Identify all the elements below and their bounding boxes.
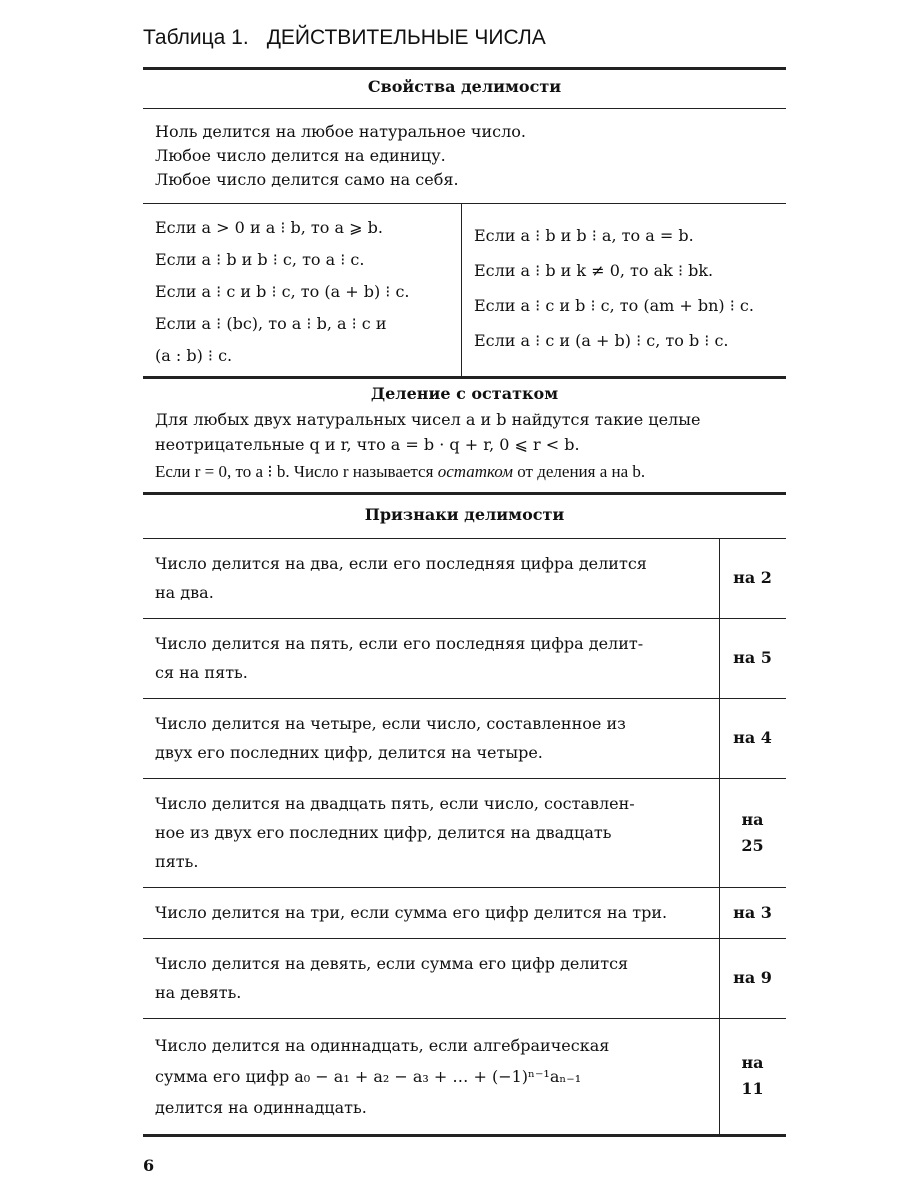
remainder-text xyxy=(155,407,700,484)
rule-label: на 2 xyxy=(733,568,772,587)
rule-formula: сумма его цифр a₀ − a₁ + a₂ − a₃ + … + (−1)ⁿ⁻¹aₙ₋₁ xyxy=(155,1066,582,1086)
properties-left-column xyxy=(155,212,410,372)
rule-under-properties-title xyxy=(143,108,786,109)
rule-text: Число делится на двадцать пять, если число, составлен- xyxy=(155,794,635,813)
property-left: (a : b) ⁝ c. xyxy=(155,346,233,365)
property-left: Если a > 0 и a ⁝ b, то a ⩾ b. xyxy=(155,218,383,237)
rule-label: на xyxy=(741,1053,764,1072)
rule-text: Число делится на пять, если его последняя цифра делит- xyxy=(155,634,644,653)
rule-text: Число делится на девять, если сумма его цифр делится xyxy=(155,954,629,973)
remainder-line3-start: Если r = 0, то a ⁝ b. Число r называется xyxy=(155,462,438,481)
rule-label: на 9 xyxy=(733,968,772,987)
rule-bottom xyxy=(143,1134,786,1137)
rule-text: ное из двух его последних цифр, делится на двадцать xyxy=(155,823,612,842)
rule-text: на два. xyxy=(155,583,214,602)
property-left: Если a ⁝ c и b ⁝ c, то (a + b) ⁝ c. xyxy=(155,282,410,301)
rule-text: Число делится на четыре, если число, составленное из xyxy=(155,714,626,733)
rule-above-rules xyxy=(143,492,786,495)
rule-label: на 3 xyxy=(733,902,772,922)
rule-label: на 5 xyxy=(733,648,772,667)
property-right: Если a ⁝ b и k ≠ 0, то ak ⁝ bk. xyxy=(474,261,714,280)
rule-text: ся на пять. xyxy=(155,663,248,682)
page-number: 6 xyxy=(143,1156,155,1175)
rule-label: на 4 xyxy=(733,728,772,747)
rule-above-remainder xyxy=(143,376,786,379)
rule-text: Число делится на два, если его последняя цифра делится xyxy=(155,554,647,573)
remainder-term: остатком xyxy=(437,462,514,481)
rule-text: двух его последних цифр, делится на четыре. xyxy=(155,743,543,762)
basic-property: Любое число делится на единицу. xyxy=(155,146,446,165)
section-title-rules: Признаки делимости xyxy=(364,505,565,524)
properties-right-column xyxy=(474,218,754,358)
rule-label: на xyxy=(741,809,764,829)
rule-top xyxy=(143,67,786,70)
table-label: Таблица 1. xyxy=(143,26,249,49)
rule-row-11 xyxy=(143,1018,786,1134)
property-left: Если a ⁝ (bc), то a ⁝ b, a ⁝ c и xyxy=(155,314,387,333)
rule-text: пять. xyxy=(155,852,199,871)
basic-properties xyxy=(155,120,526,192)
rule-above-columns xyxy=(143,203,786,204)
rule-row-3 xyxy=(143,887,786,938)
remainder-line: Для любых двух натуральных чисел a и b найдутся такие целые xyxy=(155,410,701,429)
column-divider xyxy=(461,203,462,377)
rule-text: на девять. xyxy=(155,983,242,1002)
basic-property: Ноль делится на любое натуральное число. xyxy=(155,122,526,141)
property-right: Если a ⁝ b и b ⁝ a, то a = b. xyxy=(474,226,694,245)
rule-row-4 xyxy=(143,698,786,778)
rule-row-25 xyxy=(143,778,786,887)
table-title: ДЕЙСТВИТЕЛЬНЫЕ ЧИСЛА xyxy=(266,26,546,49)
property-right: Если a ⁝ c и (a + b) ⁝ c, то b ⁝ c. xyxy=(474,331,729,350)
rule-text: Число делится на одиннадцать, если алгебраическая xyxy=(155,1035,610,1055)
rule-row-2 xyxy=(143,538,786,618)
remainder-line: неотрицательные q и r, что a = b · q + r, 0 ⩽ r < b. xyxy=(155,435,580,454)
section-title-remainder: Деление с остатком xyxy=(370,384,559,403)
rule-text: Число делится на три, если сумма его цифр делится на три. xyxy=(155,903,668,922)
basic-property: Любое число делится само на себя. xyxy=(155,170,459,189)
rule-text: делится на одиннадцать. xyxy=(155,1097,367,1117)
property-right: Если a ⁝ c и b ⁝ c, то (am + bn) ⁝ c. xyxy=(474,296,754,315)
rule-label: 11 xyxy=(741,1079,764,1098)
rule-label: 25 xyxy=(741,835,764,855)
remainder-line xyxy=(155,459,700,484)
table-header xyxy=(143,26,546,50)
section-title-properties: Свойства делимости xyxy=(367,77,562,96)
remainder-line3-end: от деления a на b. xyxy=(513,462,646,481)
property-left: Если a ⁝ b и b ⁝ c, то a ⁝ c. xyxy=(155,250,365,269)
rule-row-9 xyxy=(143,938,786,1018)
rule-row-5 xyxy=(143,618,786,698)
